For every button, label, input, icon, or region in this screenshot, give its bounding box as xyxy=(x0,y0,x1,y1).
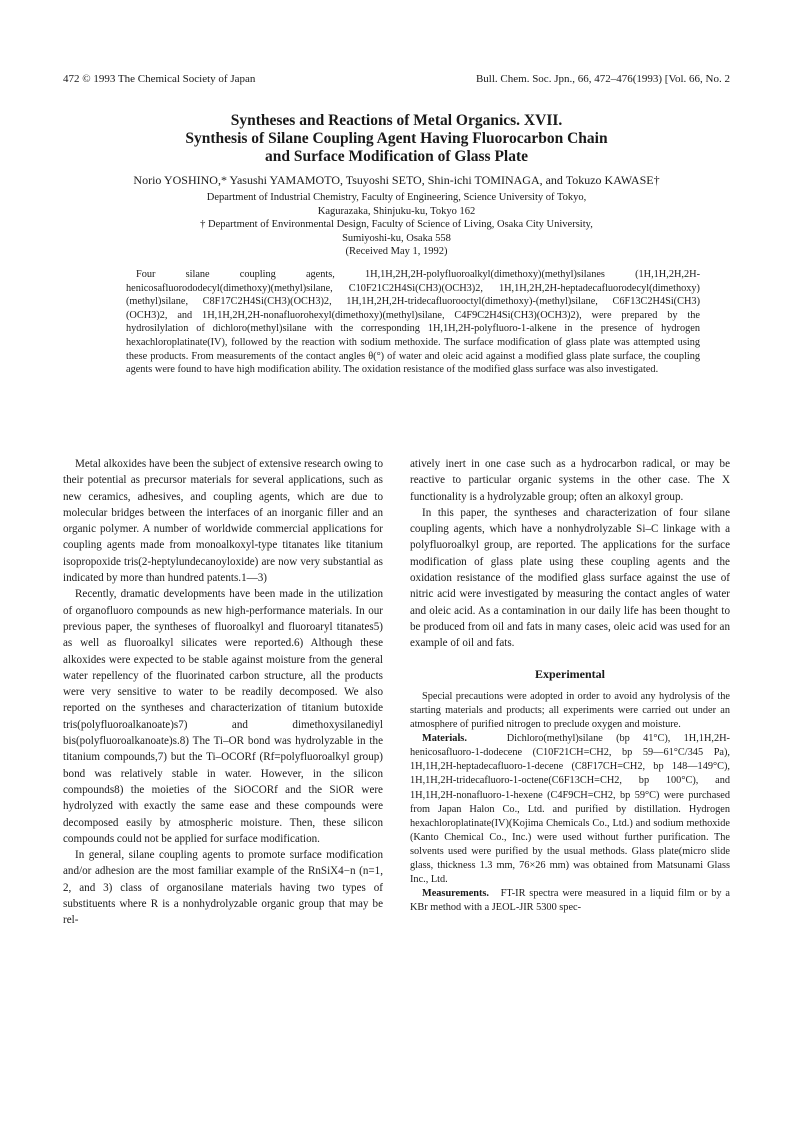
materials-paragraph xyxy=(410,732,730,887)
title-line-1: Syntheses and Reactions of Metal Organics. XVII. xyxy=(230,112,563,129)
measurements-paragraph xyxy=(410,887,730,915)
abstract: Four silane coupling agents, 1H,1H,2H,2H-polyfluoroalkyl(dimethoxy)(methyl)silanes (1H,1H,2H,2H-henicosafluorododecyl(dimethoxy)(methyl)silane, C10F21C2H4Si(CH3)(OCH3)2, 1H,1H,2H,2H-heptadecafluorodecyl(dimethoxy)(methyl)silane, C8F17C2H4Si(CH3)(OCH3)2, 1H,1H,2H,2H-tridecafluorooctyl(dimethoxy)-(methyl)silane, C6F13C2H4Si(CH3)(OCH3)2, and 1H,1H,2H,2H-nonafluorohexyl(dimethoxy)(methyl)silane, C4F9C2H4Si(CH3)(OCH3)2), were prepared by the hydrosilylation of dichloro(methyl)silane with the corresponding 1H,1H,2H-polyfluoro-1-alkene in the presence of hydrogen hexachloroplatinate(IV), followed by the reaction with sodium methoxide. The surface modification of glass plate was attempted using these products. From measurements of the contact angles θ(°) of water and oleic acid against a modified glass plate surface, the coupling agents were found to have high modification ability. The oxidation resistance of the modified glass surface was also investigated. xyxy=(126,269,700,376)
right-column xyxy=(410,456,730,915)
affiliation-line-3: † Department of Environmental Design, Faculty of Science of Living, Osaka City University, xyxy=(200,219,593,231)
intro-paragraph-4: In this paper, the syntheses and characterization of four silane coupling agents, which have a nonhydrolyzable Si–C linkage with a polyfluoroalkyl group, are reported. The applications for the surface modification of glass plate using these coupling agents and the oxidation resistance of the modified glass surface against the use of nitric acid were investigated by measuring the contact angles of water and oleic acid. As a contamination in our daily life has been thought to be produced from oil and fats in many cases, oleic acid was used for an example of oil and fats. xyxy=(410,506,730,650)
intro-paragraph-3: In general, silane coupling agents to promote surface modification and/or adhesion are the most familiar example of the RnSiX4−n (n=1, 2, and 3) class of organosilane materials having two types of substituents where R is a nonhydrolyzable organic group that may be rel- xyxy=(63,849,383,927)
title-line-2: Synthesis of Silane Coupling Agent Having Fluorocarbon Chain xyxy=(185,130,608,147)
measurements-heading: Measurements. xyxy=(422,888,490,900)
experimental-paragraph-1: Special precautions were adopted in order to avoid any hydrolysis of the starting materials and products; all experiments were carried out under an atmosphere of purified nitrogen to preclude oxygen and moisture. xyxy=(410,690,730,731)
running-header xyxy=(63,73,730,89)
left-column xyxy=(63,456,383,929)
received-date: (Received May 1, 1992) xyxy=(345,246,448,258)
title-line-3: and Surface Modification of Glass Plate xyxy=(264,148,529,165)
intro-paragraph-3-cont: atively inert in one case such as a hydrocarbon radical, or may be reactive to particular organic systems in the other case. The X functionality is a hydrolyzable group; often an alkoxyl group. xyxy=(410,458,730,503)
header-right: Bull. Chem. Soc. Jpn., 66, 472–476(1993) [Vol. 66, No. 2 xyxy=(475,73,730,85)
materials-heading: Materials. xyxy=(422,733,467,745)
affiliation-line-2: Kagurazaka, Shinjuku-ku, Tokyo 162 xyxy=(317,205,476,217)
intro-paragraph-1: Metal alkoxides have been the subject of extensive research owing to their potential as precursor materials for several applications, such as new ceramics, adhesives, and coupling agents, which are due to molecular bridges between the interfaces of an inorganic filler and an organic polymer. A number of worldwide commercial applications for coupling agents made from monoalkoxyl-type titanates like titanium isopropoxide tris(2-heptylundecanoyloxide) are now very substantial as indicated by more than hundred patents.1—3) xyxy=(63,458,383,585)
experimental-body xyxy=(410,690,730,916)
header-left: 472 © 1993 The Chemical Society of Japan xyxy=(63,73,256,85)
affiliation-line-4: Sumiyoshi-ku, Osaka 558 xyxy=(342,232,451,244)
affiliations xyxy=(0,191,793,259)
authors: Norio YOSHINO,* Yasushi YAMAMOTO, Tsuyoshi SETO, Shin-ichi TOMINAGA, and Tokuzo KAWASE† xyxy=(133,173,660,187)
intro-paragraph-2: Recently, dramatic developments have been made in the utilization of organofluoro compounds as new high-performance materials. In our previous paper, the syntheses of fluoroalkyl and fluoroaryl titanates5) as well as fluoroalkyl silicates were reported.6) Although these alkoxides were expected to be stable against moisture from the general water repellency of the fluorinated carbon structure, all the products were very sensitive to water to be readily decomposed. We also reported on the syntheses and characterization of titanium butoxide tris(polyfluoroalkanoate)s7) and dimethoxysilanediyl bis(polyfluoroalkanoate)s.8) The Ti–OR bond was hydrolyzable in the titanium compounds,7) but the Ti–OCORf (Rf=polyfluoroalkyl group) bond was relatively stable in water. However, in the silicon compounds8) the moieties of the SiOCORf and the SiOR were hydrolyzed with exactly the same ease and these compounds were decomposed easily by atmospheric moisture. Then, these silicon compounds could not be applied for surface modification. xyxy=(63,588,383,845)
section-heading-experimental: Experimental xyxy=(535,666,605,681)
paper-title xyxy=(0,112,793,166)
materials-text: Dichloro(methyl)silane (bp 41°C), 1H,1H,2H-henicosafluoro-1-dodecene (C10F21CH=CH2, bp 59—61°C/345 Pa), 1H,1H,2H-heptadecafluoro-1-decene (C8F17CH=CH2, bp 148—149°C), 1H,1H,2H-tridecafluoro-1-octene(C6F13CH=CH2, bp 100°C), and 1H,1H,2H-nonafluoro-1-hexene (C4F9CH=CH2, bp 59°C) were purchased from Japan Halon Co., Ltd. and purified by distillation. Hydrogen hexachloroplatinate(IV)(Kojima Chemicals Co., Ltd.) and sodium methoxide (Kanto Chemical Co., Inc.) were used without further purification. The solvents used were purified by the usual methods. Glass plate(micro slide glass, thickness 1.3 mm, 76×26 mm) was obtained from Matsunami Glass Inc., Ltd. xyxy=(410,733,730,886)
measurements-text: FT-IR spectra were measured in a liquid film or by a KBr method with a JEOL-JIR 5300 spec- xyxy=(410,888,730,914)
affiliation-line-1: Department of Industrial Chemistry, Faculty of Engineering, Science University of Tokyo, xyxy=(206,192,587,203)
